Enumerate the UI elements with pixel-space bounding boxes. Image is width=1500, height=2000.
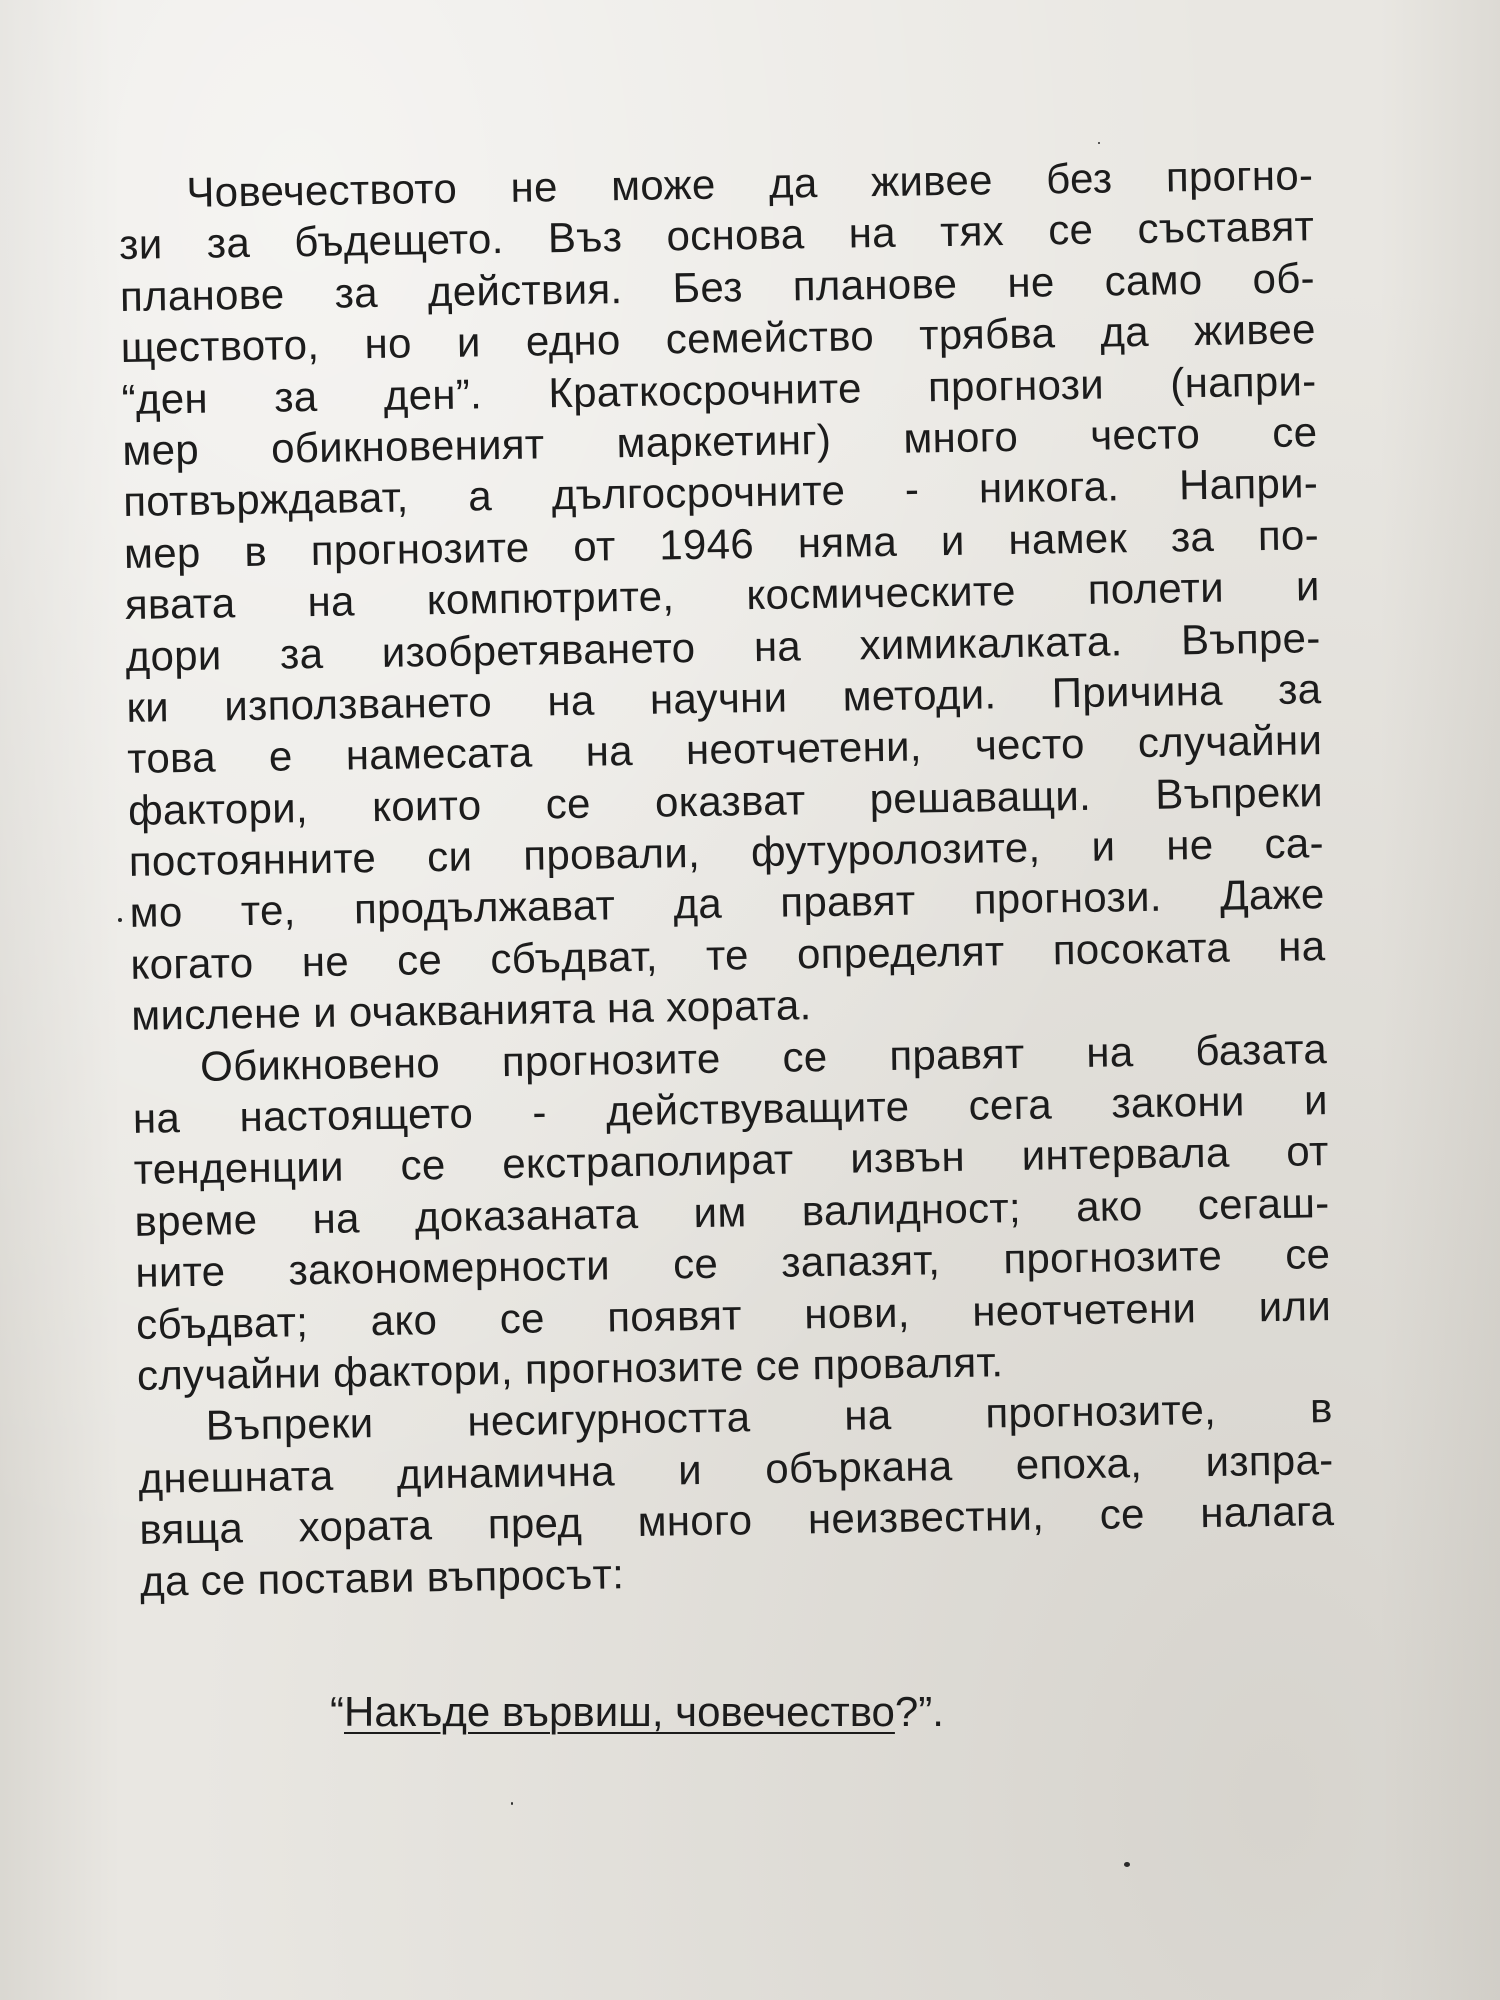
text-line: това е намесата на неотчетени, често случайни (126, 716, 1323, 783)
paragraph-3 (137, 1382, 1335, 1606)
text-line: дори за изобретяването на химикалката. Въпре- (125, 613, 1321, 680)
quote-close: ?”. (894, 1688, 944, 1735)
text-line: на настоящето - действуващите сега закони и (132, 1076, 1329, 1142)
text-line: зи за бъдещето. Въз основа на тях се съставят (118, 202, 1315, 269)
paper-speck (118, 918, 122, 922)
paper-speck (1124, 1862, 1130, 1867)
text-line: да се постави въпросът: (139, 1549, 625, 1605)
text-line: време на доказаната им валидност; ако сегаш- (134, 1178, 1330, 1245)
text-line: тенденции се екстраполират извън интервала от (133, 1127, 1329, 1194)
text-line: ществото, но и едно семейство трябва да живее (120, 305, 1317, 372)
text-line: мислене и очакванията на хората. (130, 981, 812, 1040)
text-line: днешната динамична и объркана епоха, изпра- (138, 1435, 1334, 1502)
text-line: Обикновено прогнозите се правят на базата (199, 1024, 1328, 1090)
paragraph-2 (132, 1023, 1333, 1401)
text-line: потвърждават, а дългосрочните - никога. Напри- (122, 459, 1319, 526)
text-line: фактори, които се оказват решаващи. Въпреки (127, 767, 1324, 834)
text-line: ните закономерности се запазят, прогнозите се (134, 1230, 1331, 1297)
text-line: постоянните си провали, футуролозите, и не са- (128, 819, 1325, 885)
text-line: мер обикновеният маркетинг) много често се (122, 408, 1318, 474)
text-line: ки използването на научни методи. Причина за (126, 665, 1322, 731)
text-line: планове за действия. Без планове не само об- (119, 253, 1316, 320)
paper-speck (1098, 142, 1100, 144)
quote-open: “ (330, 1688, 344, 1735)
text-line: мер в прогнозите от 1946 няма и намек за по- (123, 510, 1320, 577)
quote-underlined-text: Накъде вървиш, човечество (344, 1688, 895, 1735)
text-line: когато не се сбъдват, те определят посоката на (130, 921, 1326, 988)
body-text (118, 149, 1335, 1607)
text-line: “ден за ден”. Краткосрочните прогнози (напри- (121, 356, 1317, 423)
text-line: случайни фактори, прогнозите се провалят. (136, 1338, 1004, 1399)
paragraph-1 (118, 149, 1327, 1041)
text-line: мо те, продължават да правят прогнози. Даже (129, 870, 1325, 937)
text-line: Въпреки несигурността на прогнозите, в (205, 1384, 1333, 1450)
text-line: Човечеството не може да живее без прогно- (186, 151, 1314, 216)
text-line: сбъдват; ако се появят нови, неотчетени или (135, 1281, 1332, 1348)
closing-quote (330, 1688, 944, 1736)
text-line: явата на компютрите, космическите полети и (124, 562, 1321, 629)
text-line: вяща хората пред много неизвестни, се налага (139, 1487, 1335, 1553)
paper-speck (511, 1802, 513, 1805)
